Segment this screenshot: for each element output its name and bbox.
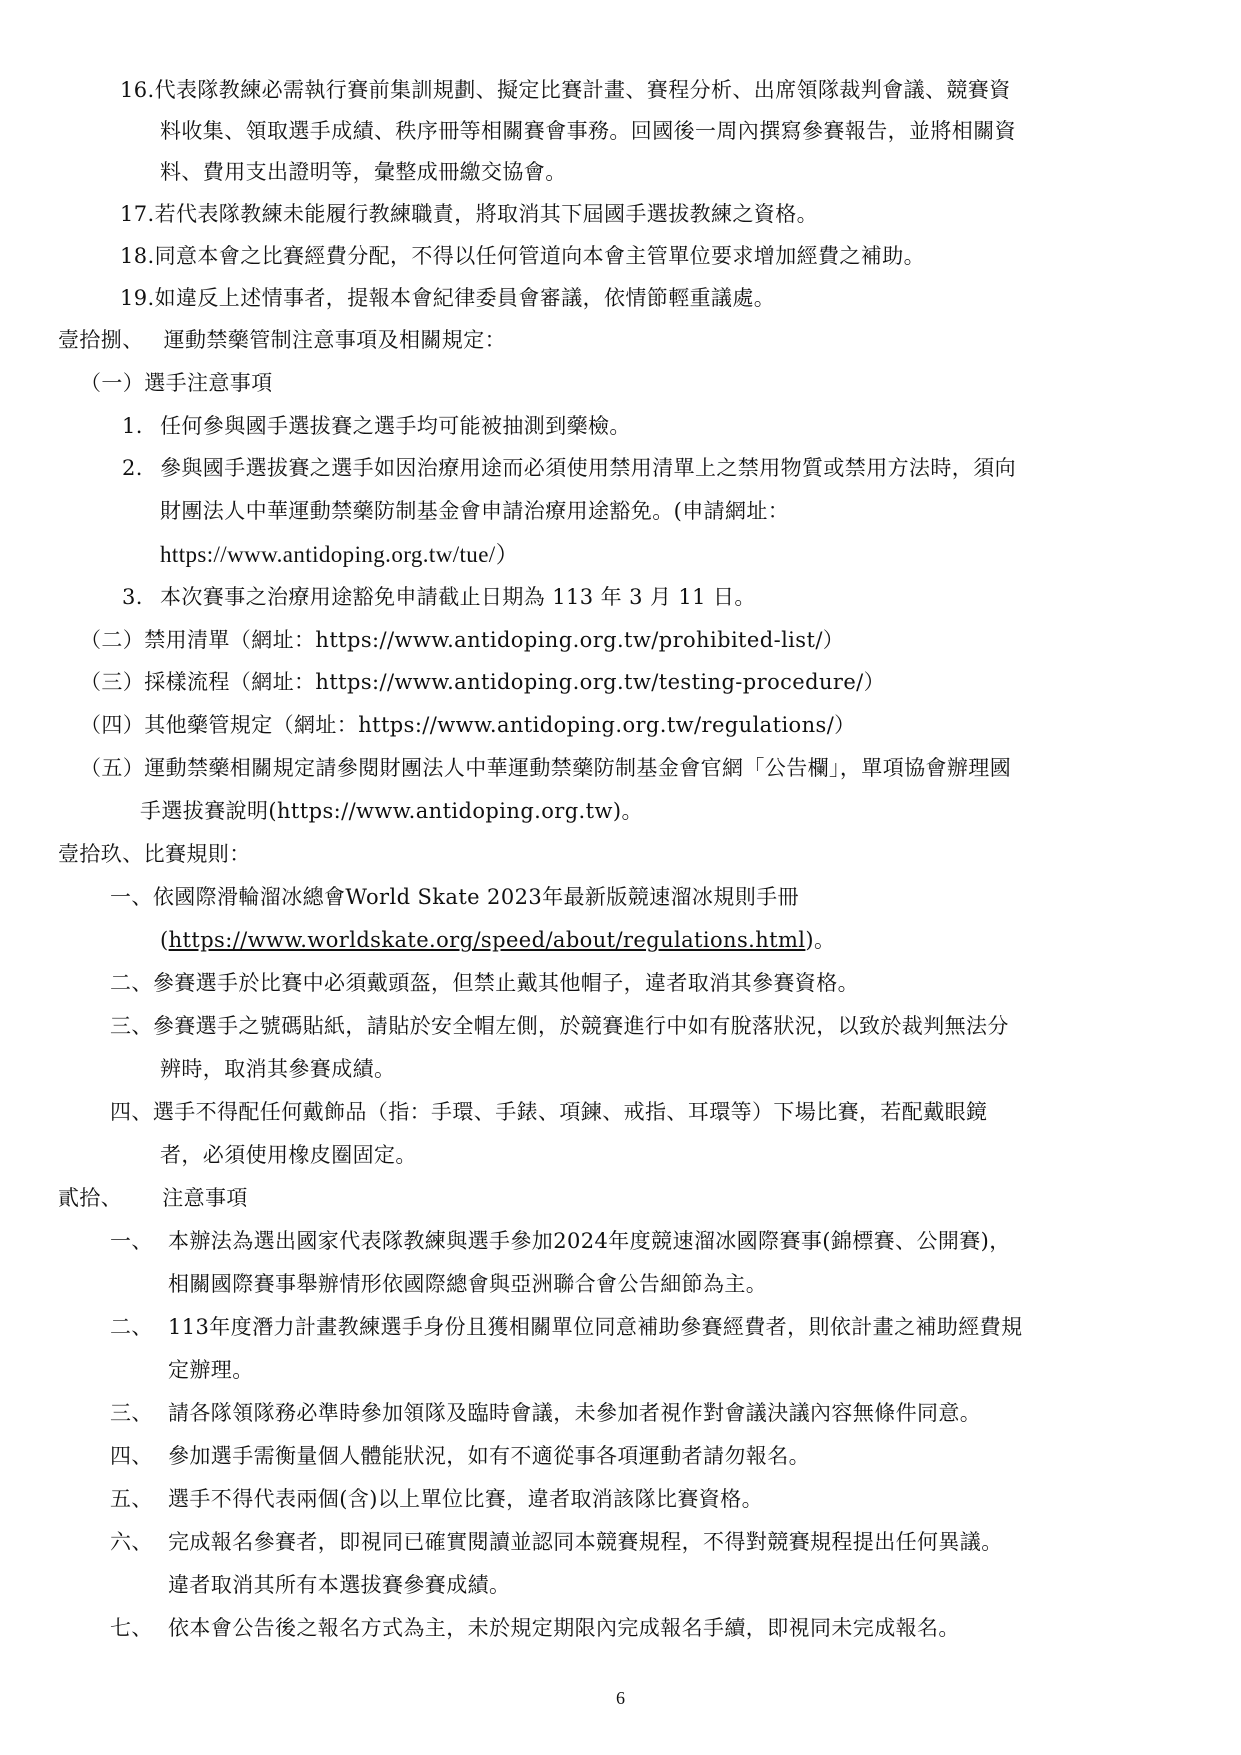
- item-17: [120, 200, 818, 228]
- list-item-continuation: 者，必須使用橡皮圈固定。: [160, 1143, 417, 1167]
- item-text: 選手不得配任何戴飾品（指：手環、手錶、項鍊、戒指、耳環等）下場比賽，若配戴眼鏡: [152, 1100, 988, 1124]
- item-number: 3.: [122, 585, 143, 609]
- item-number: 19.: [120, 286, 155, 310]
- list-item: [110, 1442, 810, 1470]
- item-text: 參賽選手於比賽中必須戴頭盔，但禁止戴其他帽子，違者取消其參賽資格。: [152, 971, 860, 995]
- subsection-text: 禁用清單（網址：https://www.antidoping.org.tw/prohibited-list/）: [144, 628, 845, 652]
- section-20-heading: [58, 1184, 248, 1212]
- item-number: 四、: [110, 1444, 153, 1468]
- item-number: 17.: [120, 202, 155, 226]
- item-16-line-2: 料收集、領取選手成績、秩序冊等相關賽會事務。回國後一周內撰寫參賽報告，並將相關資: [160, 119, 1016, 143]
- item-text: 如違反上述情事者，提報本會紀律委員會審議，依情節輕重議處。: [154, 286, 776, 310]
- item-text: 依國際滑輪溜冰總會World Skate 2023年最新版競速溜冰規則手冊: [152, 885, 799, 909]
- subsection-number: （一）: [80, 371, 145, 395]
- item-text: 選手不得代表兩個(含)以上單位比賽，違者取消該隊比賽資格。: [168, 1487, 763, 1511]
- section-29-heading: [58, 840, 251, 868]
- item-number: 18.: [120, 244, 155, 268]
- subsection-text: 採樣流程（網址：https://www.antidoping.org.tw/testing-procedure/）: [144, 670, 886, 694]
- subsection-5-line-2: 手選拔賽說明(https://www.antidoping.org.tw)。: [140, 799, 643, 823]
- item-number: 一、: [110, 1229, 153, 1253]
- list-item-continuation: 相關國際賽事舉辦情形依國際總會與亞洲聯合會公告細節為主。: [168, 1272, 768, 1296]
- subsection-2: [80, 626, 844, 654]
- item-number: 三、: [110, 1014, 153, 1038]
- subsection-1-heading: [80, 369, 273, 397]
- section-title: 注意事項: [162, 1186, 248, 1210]
- subsection-title: 選手注意事項: [144, 371, 273, 395]
- item-16-line-1: [120, 76, 1011, 104]
- item-text: 參加選手需衡量個人體能狀況，如有不適從事各項運動者請勿報名。: [168, 1444, 810, 1468]
- item-number: 二、: [110, 971, 153, 995]
- item-18: [120, 242, 925, 270]
- section-28-heading: [58, 326, 506, 354]
- item-text: 任何參與國手選拔賽之選手均可能被抽測到藥檢。: [160, 414, 631, 438]
- item-number: 三、: [110, 1401, 153, 1425]
- item-text: 若代表隊教練未能履行教練職責，將取消其下屆國手選拔教練之資格。: [154, 202, 819, 226]
- list-item: [122, 583, 756, 611]
- list-item: [110, 969, 859, 997]
- item-text: 本次賽事之治療用途豁免申請截止日期為 113 年 3 月 11 日。: [160, 585, 756, 609]
- item-text: 請各隊領隊務必準時參加領隊及臨時會議，未參加者視作對會議決議內容無條件同意。: [168, 1401, 982, 1425]
- section-number: 壹拾捌、: [58, 328, 144, 352]
- subsection-4: [80, 711, 856, 739]
- subsection-5-line-1: [80, 754, 1011, 782]
- list-item: [110, 1012, 1009, 1040]
- subsection-text: 運動禁藥相關規定請參閱財團法人中華運動禁藥防制基金會官網「公告欄」，單項協會辦理國: [144, 756, 1012, 780]
- section-number: 壹拾玖、: [58, 842, 144, 866]
- list-item: [110, 1528, 1003, 1556]
- item-text: 參與國手選拔賽之選手如因治療用途而必須使用禁用清單上之禁用物質或禁用方法時，須向: [160, 456, 1016, 480]
- item-number: 2.: [122, 456, 143, 480]
- list-item-continuation: 定辦理。: [168, 1358, 254, 1382]
- item-16-line-3: 料、費用支出證明等，彙整成冊繳交協會。: [160, 160, 567, 184]
- item-text: 參賽選手之號碼貼紙，請貼於安全帽左側，於競賽進行中如有脫落狀況，以致於裁判無法分: [152, 1014, 1009, 1038]
- item-text: 113年度潛力計畫教練選手身份且獲相關單位同意補助參賽經費者，則依計畫之補助經費規: [168, 1315, 1023, 1339]
- list-item: [122, 454, 1016, 482]
- item-number: 一、: [110, 885, 153, 909]
- list-item-continuation: 財團法人中華運動禁藥防制基金會申請治療用途豁免。(申請網址：: [160, 499, 790, 523]
- section-number: 貳拾、: [58, 1186, 123, 1210]
- open-paren: (: [160, 928, 169, 952]
- list-item: [110, 1227, 1011, 1255]
- list-item: [110, 1614, 960, 1642]
- item-text: 本辦法為選出國家代表隊教練與選手參加2024年度競速溜冰國際賽事(錦標賽、公開賽)，: [168, 1229, 1011, 1253]
- item-number: 四、: [110, 1100, 153, 1124]
- item-text: 代表隊教練必需執行賽前集訓規劃、擬定比賽計畫、賽程分析、出席領隊裁判會議、競賽資: [154, 78, 1011, 102]
- item-text: 依本會公告後之報名方式為主，未於規定期限內完成報名手續，即視同未完成報名。: [168, 1616, 960, 1640]
- item-number: 七、: [110, 1616, 153, 1640]
- item-number: 16.: [120, 78, 155, 102]
- list-item: [110, 1485, 763, 1513]
- subsection-text: 其他藥管規定（網址：https://www.antidoping.org.tw/regulations/）: [144, 713, 856, 737]
- item-number: 1.: [122, 414, 143, 438]
- section-title: 比賽規則：: [143, 842, 251, 866]
- list-item: [110, 1098, 987, 1126]
- section-title: 運動禁藥管制注意事項及相關規定：: [163, 328, 507, 352]
- subsection-number: （四）: [80, 713, 145, 737]
- close-paren: )。: [805, 928, 836, 952]
- list-item: [122, 412, 631, 440]
- subsection-3: [80, 668, 885, 696]
- subsection-number: （五）: [80, 756, 145, 780]
- item-number: 二、: [110, 1315, 153, 1339]
- regulations-link[interactable]: https://www.worldskate.org/speed/about/regulations.html: [168, 928, 806, 952]
- list-item-continuation: [160, 926, 835, 954]
- list-item: [110, 1399, 981, 1427]
- item-text: 同意本會之比賽經費分配，不得以任何管道向本會主管單位要求增加經費之補助。: [154, 244, 926, 268]
- item-text: 完成報名參賽者，即視同已確實閱讀並認同本競賽規程，不得對競賽規程提出任何異議。: [168, 1530, 1003, 1554]
- list-item-continuation: 辨時，取消其參賽成績。: [160, 1057, 396, 1081]
- list-item-continuation: https://www.antidoping.org.tw/tue/）: [160, 542, 519, 567]
- subsection-number: （三）: [80, 670, 145, 694]
- item-number: 五、: [110, 1487, 153, 1511]
- list-item: [110, 1313, 1022, 1341]
- item-19: [120, 284, 775, 312]
- item-number: 六、: [110, 1530, 153, 1554]
- list-item: [110, 883, 799, 911]
- page-number: 6: [616, 1688, 625, 1708]
- subsection-number: （二）: [80, 628, 145, 652]
- list-item-continuation: 違者取消其所有本選拔賽參賽成績。: [168, 1573, 511, 1597]
